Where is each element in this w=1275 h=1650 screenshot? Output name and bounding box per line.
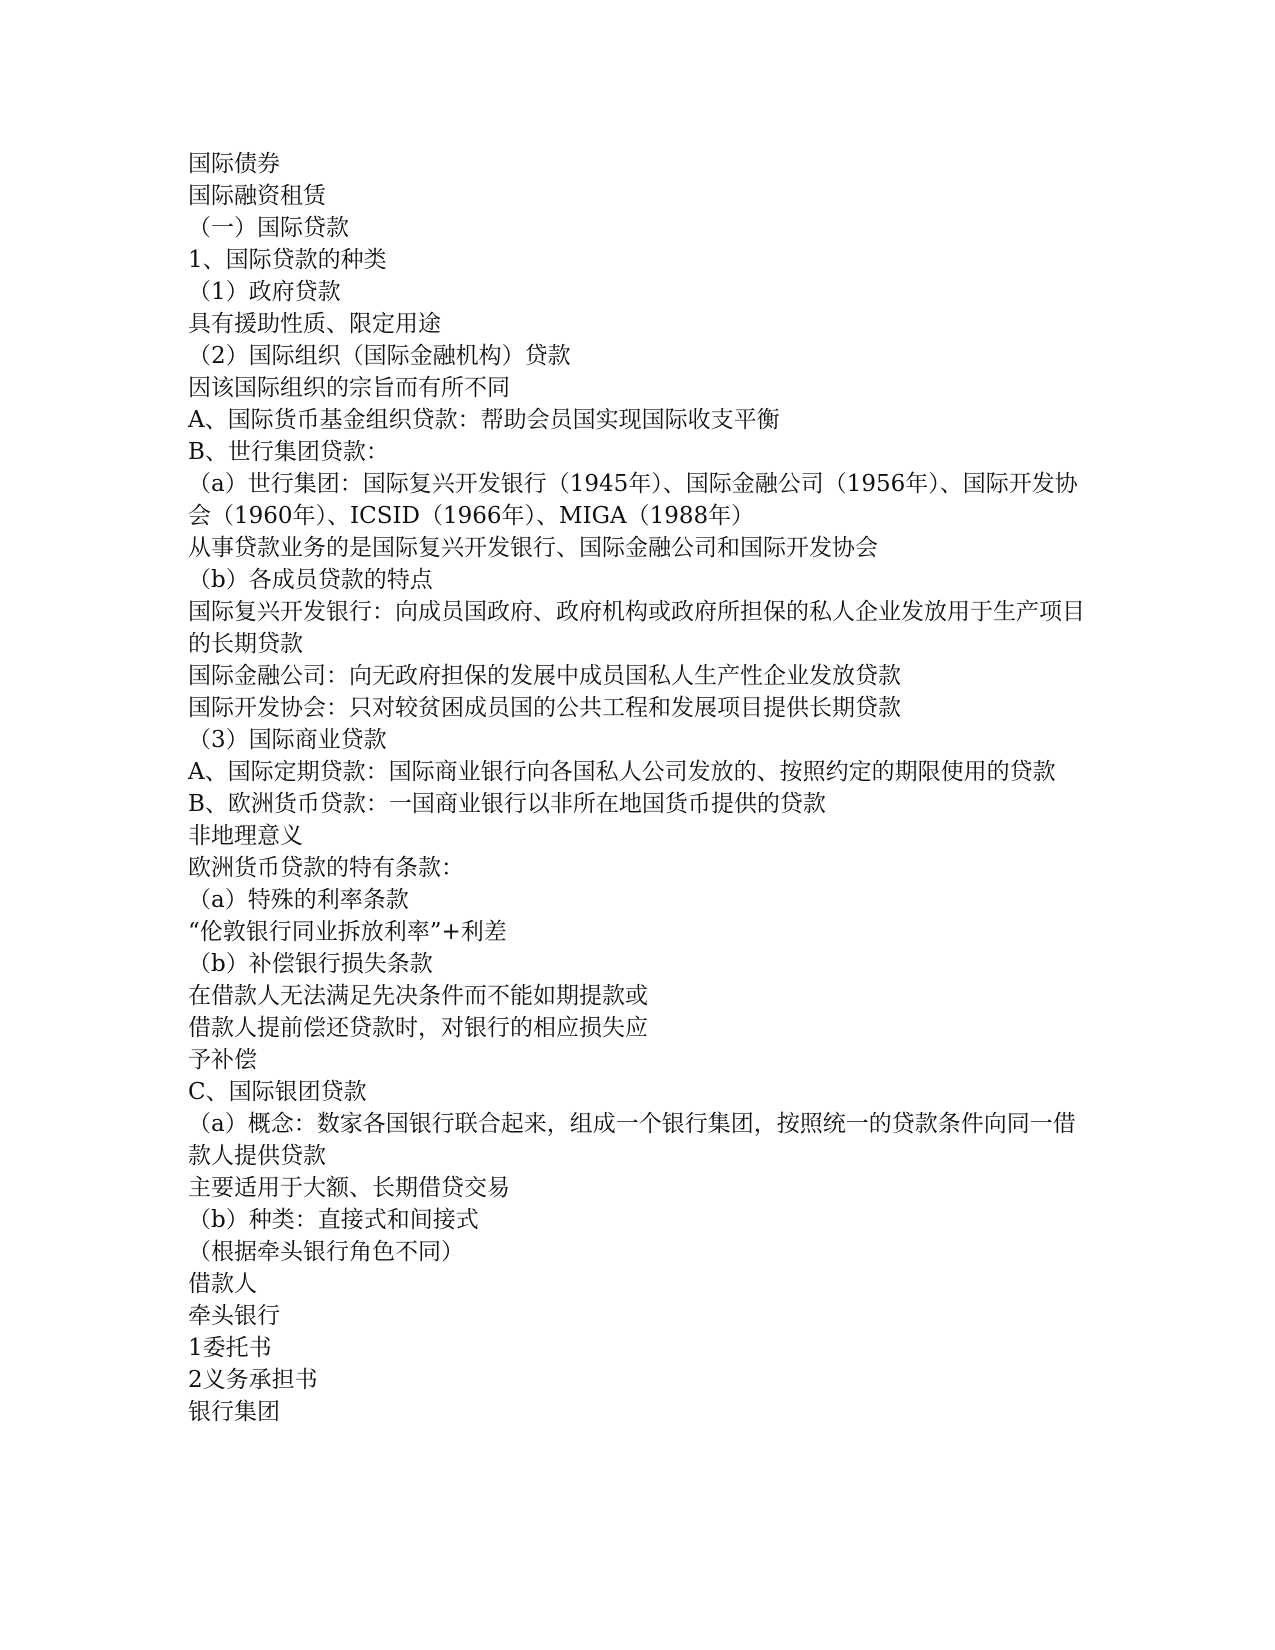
text-line: （a）特殊的利率条款 [188, 887, 409, 913]
text-line: 国际开发协会：只对较贫困成员国的公共工程和发展项目提供长期贷款 [188, 695, 901, 721]
text-line: （b）各成员贷款的特点 [188, 567, 433, 593]
subsection-heading-loan-types: 1、国际贷款的种类 [188, 247, 387, 273]
text-line: B、世行集团贷款： [188, 439, 389, 465]
heading-international-financial-leasing: 国际融资租赁 [188, 183, 326, 209]
paragraph-ibrd-loans: 国际复兴开发银行：向成员国政府、政府机构或政府所担保的私人企业发放用于生产项目的长期贷款 [188, 599, 1085, 657]
section-heading-international-loans: （一）国际贷款 [188, 215, 349, 241]
text-line: 主要适用于大额、长期借贷交易 [188, 1175, 510, 1201]
text-line: （b）补偿银行损失条款 [188, 951, 433, 977]
text-line: 欧洲货币贷款的特有条款： [188, 855, 464, 881]
item-syndicated-loans: C、国际银团贷款 [188, 1079, 367, 1105]
text-line: 2义务承担书 [188, 1367, 318, 1393]
text-line: 借款人 [188, 1271, 257, 1297]
item-international-organization-loans: （2）国际组织（国际金融机构）贷款 [188, 343, 571, 369]
text-line: （根据牵头银行角色不同） [188, 1239, 464, 1265]
text-line: 因该国际组织的宗旨而有所不同 [188, 375, 510, 401]
text-line: 借款人提前偿还贷款时，对银行的相应损失应 [188, 1015, 648, 1041]
text-line: 国际金融公司：向无政府担保的发展中成员国私人生产性企业发放贷款 [188, 663, 901, 689]
paragraph-term-loans: A、国际定期贷款：国际商业银行向各国私人公司发放的、按照约定的期限使用的贷款 [188, 759, 1056, 785]
text-line: 1委托书 [188, 1335, 272, 1361]
paragraph-world-bank-group: （a）世行集团：国际复兴开发银行（1945年）、国际金融公司（1956年）、国际开发协会（1960年）、ICSID（1966年）、MIGA（1988年） [188, 471, 1078, 529]
text-line: 予补偿 [188, 1047, 257, 1073]
document-body [188, 148, 1088, 1428]
text-line: 具有援助性质、限定用途 [188, 311, 441, 337]
text-line: 牵头银行 [188, 1303, 280, 1329]
text-line: 从事贷款业务的是国际复兴开发银行、国际金融公司和国际开发协会 [188, 535, 878, 561]
text-line: 银行集团 [188, 1399, 280, 1425]
text-line: B、欧洲货币贷款：一国商业银行以非所在地国货币提供的贷款 [188, 791, 826, 817]
text-line: A、国际货币基金组织贷款：帮助会员国实现国际收支平衡 [188, 407, 780, 433]
paragraph-syndicated-concept: （a）概念：数家各国银行联合起来，组成一个银行集团，按照统一的贷款条件向同一借款人提供贷款 [188, 1111, 1076, 1169]
item-government-loans: （1）政府贷款 [188, 279, 341, 305]
text-line: 非地理意义 [188, 823, 303, 849]
heading-international-bonds: 国际债券 [188, 151, 280, 177]
text-line: “伦敦银行同业拆放利率”+利差 [188, 919, 507, 945]
item-international-commercial-loans: （3）国际商业贷款 [188, 727, 387, 753]
text-line: 在借款人无法满足先决条件而不能如期提款或 [188, 983, 648, 1009]
text-line: （b）种类：直接式和间接式 [188, 1207, 479, 1233]
